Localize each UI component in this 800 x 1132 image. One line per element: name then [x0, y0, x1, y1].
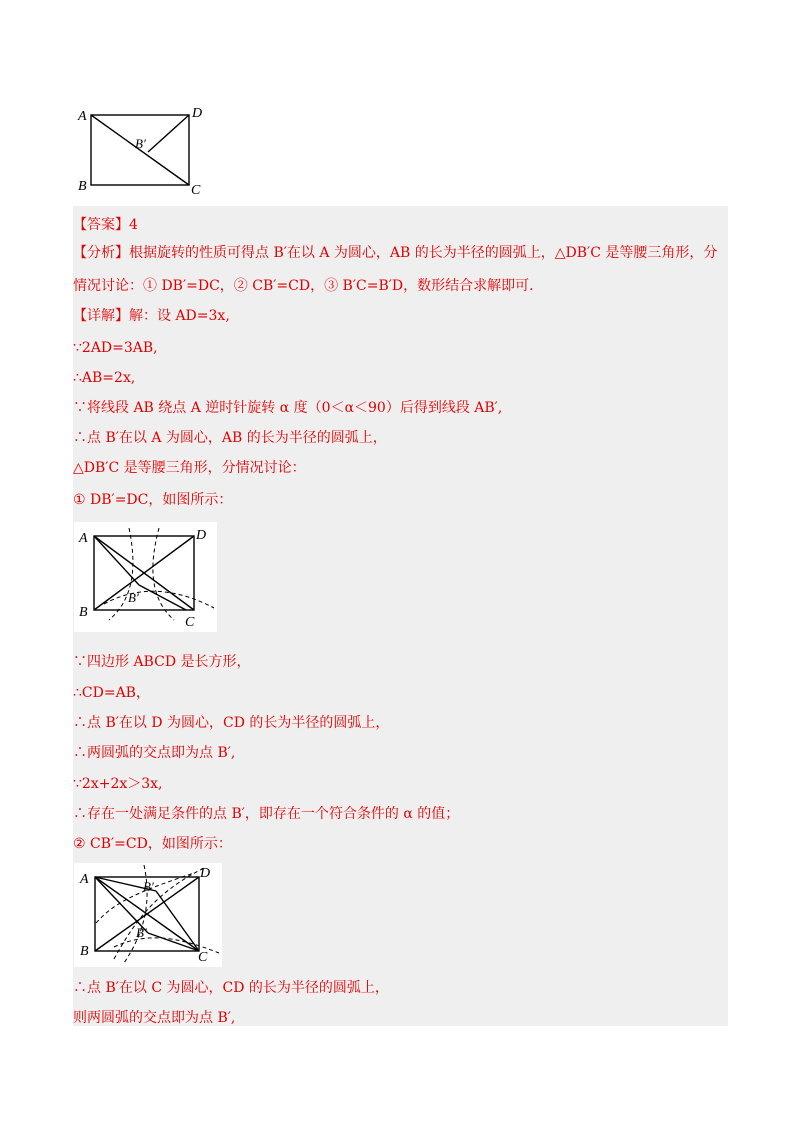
step-line: ∴点 B′在以 C 为圆心，CD 的长为半径的圆弧上， — [73, 980, 389, 996]
step-line: ∴AB=2x, — [73, 370, 136, 386]
step-line: ① DB′=DC，如图所示： — [73, 492, 233, 508]
answer-tag: 【答案】 — [73, 217, 129, 233]
figure-case-2 — [74, 863, 222, 967]
label-b-prime: B′ — [128, 590, 139, 605]
detail-tag: 【详解】 — [73, 308, 129, 324]
step-line: ② CB′=CD，如图所示： — [73, 836, 232, 852]
label-a: A — [80, 872, 89, 887]
label-b-prime: B′ — [135, 136, 146, 151]
analysis-paragraph — [73, 237, 723, 303]
answer-line — [73, 215, 138, 235]
step-line: ∴点 B′在以 A 为圆心，AB 的长为半径的圆弧上， — [73, 430, 387, 446]
label-d: D — [192, 106, 203, 121]
step-line: 则两圆弧的交点即为点 B′, — [73, 1010, 236, 1026]
analysis-tag: 【分析】 — [73, 245, 129, 261]
label-c: C — [191, 183, 201, 198]
label-d: D — [196, 528, 207, 543]
step-line: ∴点 B′在以 D 为圆心，CD 的长为半径的圆弧上， — [73, 715, 390, 731]
label-a: A — [79, 531, 88, 546]
label-b: B — [78, 179, 87, 194]
label-c: C — [185, 615, 195, 630]
step-line: ∵2AD=3AB, — [73, 340, 158, 356]
step-line: △DB′C 是等腰三角形，分情况讨论： — [73, 460, 306, 476]
step-line: ∴两圆弧的交点即为点 B′, — [73, 745, 236, 761]
step-line: ∴CD=AB， — [73, 685, 150, 701]
detail-text: 解：设 AD=3x, — [129, 308, 230, 324]
label-b-prime-lower: B′ — [136, 925, 147, 940]
label-a: A — [78, 109, 87, 124]
label-d: D — [200, 866, 211, 881]
label-b-prime-upper: B′ — [143, 879, 154, 894]
step-line: ∵2x+2x＞3x, — [73, 776, 163, 792]
answer-value: 4 — [129, 217, 138, 233]
label-b: B — [79, 605, 88, 620]
analysis-text: 根据旋转的性质可得点 B′在以 A 为圆心，AB 的长为半径的圆弧上，△DB′C 是等腰三角形，分情况讨论：① DB′=DC，② CB′=CD，③ B′C=B′D，数形结合求解即可. — [73, 245, 718, 294]
step-line: ∵四边形 ABCD 是长方形， — [73, 654, 251, 670]
figure-rectangle-rotation — [74, 100, 214, 198]
step-line: ∵将线段 AB 绕点 A 逆时针旋转 α 度（0＜α＜90）后得到线段 AB′, — [73, 400, 503, 416]
label-b: B — [80, 944, 89, 959]
label-c: C — [198, 950, 208, 965]
detail-line — [73, 306, 230, 326]
figure-case-1 — [74, 522, 217, 632]
step-line: ∴存在一处满足条件的点 B′，即存在一个符合条件的 α 的值； — [73, 806, 460, 822]
